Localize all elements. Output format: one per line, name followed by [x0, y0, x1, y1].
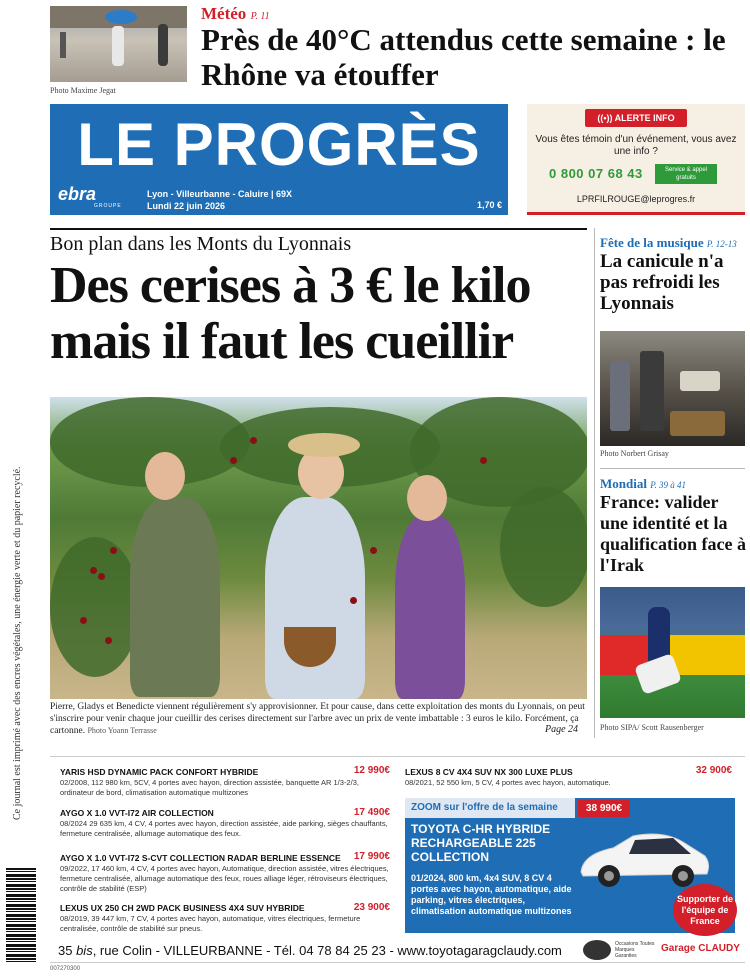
- alert-service-badge: Service & appel gratuits: [655, 164, 717, 184]
- ad-desc: 09/2022, 17 460 km, 4 CV, 4 portes avec hayon, Automatique, direction assistée, vitres électriques, fermeture centralisée, allumage automatique des feux, roues alliage léger, rétroviseurs électriques, contrôle de stabilité (ESP): [60, 864, 389, 893]
- ad-title[interactable]: AYGO X 1.0 VVT-I72 AIR COLLECTION: [60, 808, 214, 818]
- edition-line: Lyon - Villeurbanne - Caluire | 69X: [147, 189, 293, 199]
- alert-email[interactable]: LPRFILROUGE@leprogres.fr: [576, 194, 696, 204]
- main-kicker-rule: [50, 228, 587, 230]
- garage-address: [58, 943, 562, 958]
- zoom-label: ZOOM sur l'offre de la semaine: [405, 798, 575, 818]
- ad-title[interactable]: LEXUS 8 CV 4X4 SUV NX 300 LUXE PLUS: [405, 767, 573, 777]
- ad-desc: 08/2021, 52 550 km, 5 CV, 4 portes avec hayon, automatique.: [405, 778, 611, 787]
- fete-kicker[interactable]: [600, 235, 737, 251]
- ad-title[interactable]: AYGO X 1.0 VVT-I72 S-CVT COLLECTION RADAR BERLINE ESSENCE: [60, 853, 341, 863]
- toyota-logo-icon: [583, 940, 611, 960]
- megaphone-icon: ((•)): [597, 113, 615, 123]
- ad-desc: 08/2019, 39 447 km, 7 CV, 4 portes avec hayon, automatique, vitres électriques, fermeture centralisée, contrôle de stabilité sur pneus.: [60, 914, 361, 933]
- ad-price: 12 990€: [353, 765, 390, 776]
- fete-photo-credit: Photo Norbert Grisay: [600, 449, 669, 458]
- alert-badge: [585, 109, 687, 127]
- ad-price: 17 490€: [353, 807, 390, 818]
- zoom-price: 38 990€: [578, 800, 630, 817]
- alert-phone[interactable]: 0 800 07 68 43: [549, 166, 643, 181]
- main-kicker: Bon plan dans les Monts du Lyonnais: [50, 233, 352, 255]
- car-ads: [50, 756, 745, 936]
- ad-price: 17 990€: [353, 851, 390, 862]
- footer-code: 007270300: [50, 966, 81, 972]
- cherry-picking-photo: [50, 397, 587, 699]
- weather-kicker[interactable]: [201, 4, 270, 24]
- newspaper-logo[interactable]: LE PROGRÈS: [77, 111, 481, 178]
- supporter-badge: Supporter de l'équipe de France: [673, 884, 737, 936]
- toyota-tagline: Occasions Toutes Marques Garanties: [615, 941, 655, 959]
- zoom-desc: 01/2024, 800 km, 4x4 SUV, 8 CV 4 portes avec hayon, automatique, aide parking, vitres électriques, climatisation automatique multizones: [411, 873, 572, 916]
- mondial-kicker-label: Mondial: [600, 476, 647, 491]
- fete-kicker-label: Fête de la musique: [600, 235, 704, 250]
- side-rule: [600, 468, 745, 469]
- edition-date: Lundi 22 juin 2026: [147, 201, 226, 211]
- eco-print-note: Ce journal est imprimé avec des encres végétales, une énergie verte et du papier recyclé.: [12, 466, 23, 820]
- main-headline[interactable]: Des cerises à 3 € le kilo mais il faut les cueillir: [50, 257, 531, 370]
- mondial-kicker[interactable]: [600, 476, 686, 492]
- fete-headline[interactable]: La canicule n'a pas refroidi les Lyonnais: [600, 251, 724, 314]
- footer-rule: [50, 962, 745, 963]
- ebra-logo: ebra: [58, 184, 97, 204]
- ebra-sub: GROUPE: [94, 203, 122, 209]
- main-photo-credit: Photo Yoann Terrasse: [87, 726, 157, 735]
- weather-photo: [50, 6, 187, 82]
- ad-desc: 02/2008, 112 980 km, 5CV, 4 portes avec hayon, direction assistée, banquette AR 1/3-2/3, ordinateur de bord, climatisation automatique multizones: [60, 778, 359, 797]
- car-icon: [573, 824, 713, 894]
- alert-text: Vous êtes témoin d'un événement, vous avez une info ?: [535, 134, 737, 157]
- zoom-title: TOYOTA C-HR HYBRIDE RECHARGEABLE 225 COLLECTION: [411, 822, 551, 864]
- mondial-headline[interactable]: France: valider une identité et la qualification face à l'Irak: [600, 492, 746, 575]
- alert-info-box: [527, 104, 745, 215]
- alert-badge-label: ALERTE INFO: [614, 113, 675, 123]
- mondial-photo-credit: Photo SIPA/ Scott Rausenberger: [600, 723, 704, 732]
- weather-photo-credit: Photo Maxime Jegat: [50, 86, 116, 95]
- mondial-photo: [600, 587, 745, 718]
- ad-title[interactable]: LEXUS UX 250 CH 2WD PACK BUSINESS 4X4 SUV HYBRIDE: [60, 903, 305, 913]
- weather-kicker-label: Météo: [201, 4, 247, 23]
- side-divider: [594, 228, 595, 738]
- ad-desc: 08/2024 29 635 km, 4 CV, 4 portes avec hayon, direction assistée, aide parking, sièges chauffants, fermeture centralisée, allumage automatique des feux.: [60, 819, 388, 838]
- ad-title[interactable]: YARIS HSD DYNAMIC PACK CONFORT HYBRIDE: [60, 767, 259, 777]
- fete-kicker-page: P. 12-13: [706, 239, 737, 249]
- garage-name: Garage CLAUDY: [661, 943, 740, 954]
- weather-headline[interactable]: Près de 40°C attendus cette semaine : le Rhône va étouffer: [201, 22, 726, 92]
- main-caption-text: Pierre, Gladys et Benedicte viennent régulièrement s'y approvisionner. Et pour cause, dans cette exploitation des monts du Lyonnais, on peut s'inscrire pour venir chaque jour cueillir des cerises directement sur l'arbre avec un prix de vente imbattable : 3 euros le kilo. Forcément, ça cartonne.: [50, 702, 585, 736]
- barcode: [6, 868, 36, 964]
- main-caption: [50, 701, 587, 737]
- cover-price: 1,70 €: [476, 200, 502, 210]
- address-bis: bis: [76, 943, 93, 958]
- main-page-ref[interactable]: Page 24: [545, 724, 579, 735]
- ad-price: 23 900€: [353, 902, 390, 913]
- edition-info: [147, 188, 292, 212]
- weather-kicker-page: P. 11: [250, 11, 270, 22]
- fete-photo: [600, 331, 745, 446]
- zoom-offer[interactable]: [405, 798, 735, 933]
- address-rest: , rue Colin - VILLEURBANNE - Tél. 04 78 84 25 23 - www.toyotagaragclaudy.com: [92, 943, 562, 958]
- masthead: [50, 104, 508, 215]
- mondial-kicker-page: P. 39 à 41: [650, 480, 687, 490]
- ad-price: 32 900€: [695, 765, 732, 776]
- address-number: 35: [58, 943, 77, 958]
